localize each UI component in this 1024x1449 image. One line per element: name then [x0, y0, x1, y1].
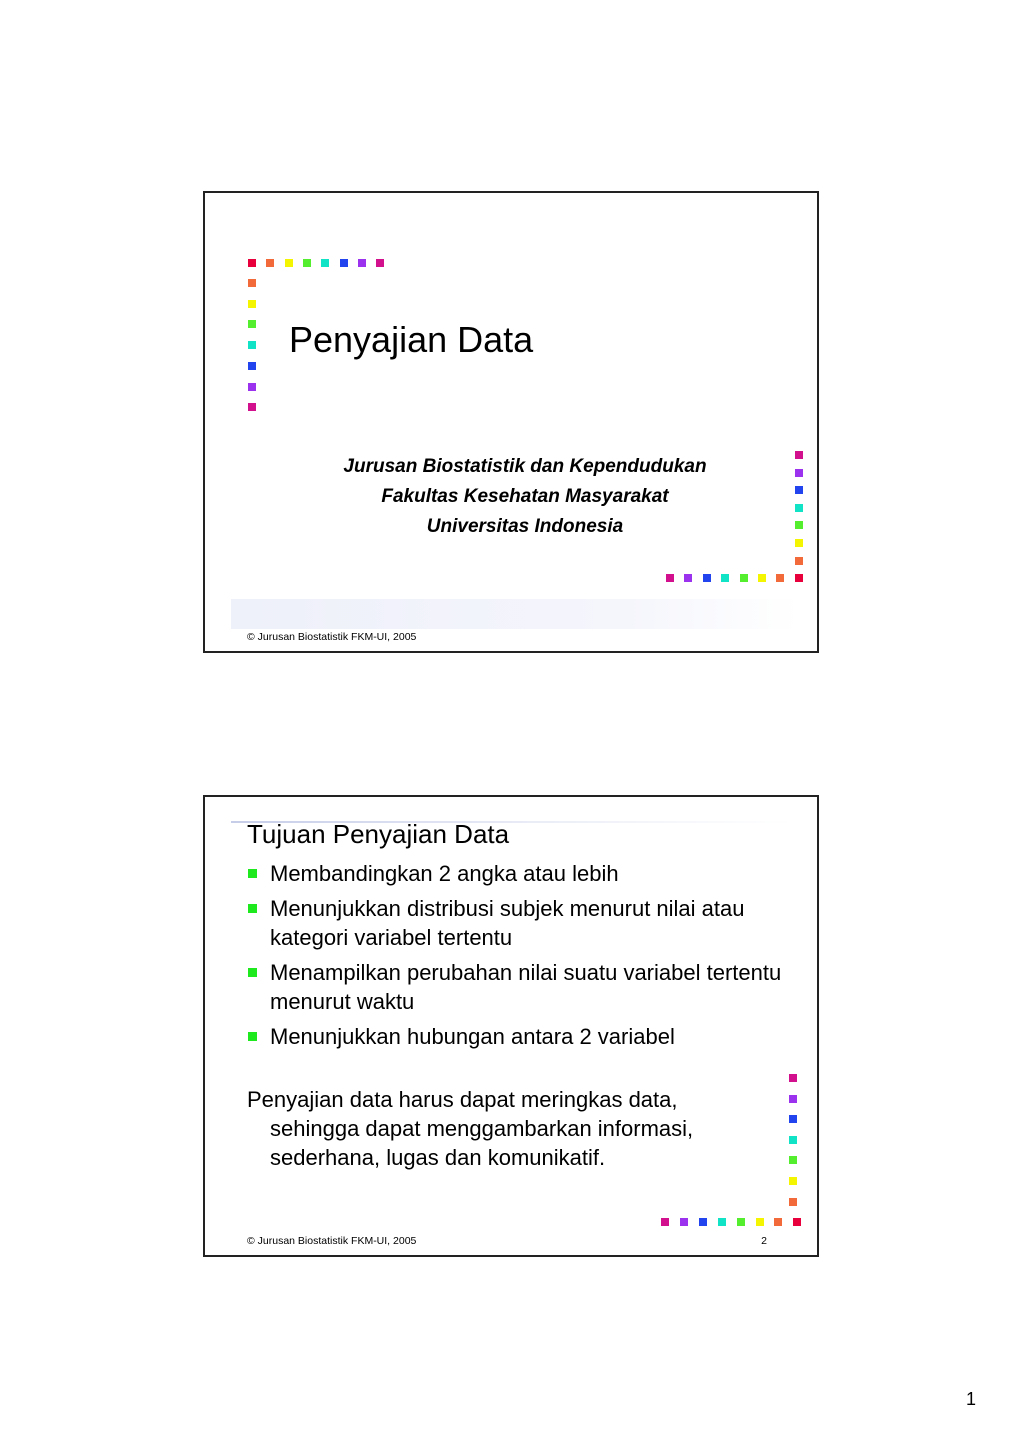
subtitle-line: Jurusan Biostatistik dan Kependudukan — [343, 456, 707, 477]
color-square — [789, 1198, 797, 1206]
list-item-text: Membandingkan 2 angka atau lebih — [270, 861, 619, 886]
color-square — [793, 1218, 801, 1226]
square-bullet-icon — [248, 1032, 257, 1041]
color-square — [795, 574, 803, 582]
slide-footer: © Jurusan Biostatistik FKM-UI, 2005 — [247, 1235, 417, 1247]
color-square — [789, 1177, 797, 1185]
list-item-text: Menunjukkan hubungan antara 2 variabel — [270, 1024, 675, 1049]
color-square — [703, 574, 711, 582]
color-square — [248, 279, 256, 287]
color-square — [756, 1218, 764, 1226]
color-square — [248, 300, 256, 308]
color-square — [376, 259, 384, 267]
color-square — [680, 1218, 688, 1226]
slide-title: Penyajian Data — [289, 319, 534, 360]
color-square — [248, 403, 256, 411]
footer-band — [231, 599, 799, 629]
color-square — [248, 320, 256, 328]
subtitle — [205, 452, 819, 542]
color-square — [285, 259, 293, 267]
list-item — [247, 859, 787, 888]
color-square — [776, 574, 784, 582]
color-square — [248, 362, 256, 370]
color-square — [684, 574, 692, 582]
color-square — [340, 259, 348, 267]
color-square — [266, 259, 274, 267]
color-square — [248, 259, 256, 267]
color-square — [699, 1218, 707, 1226]
subtitle-line: Universitas Indonesia — [426, 516, 624, 537]
slide-page-number: 2 — [761, 1235, 767, 1247]
list-item — [247, 958, 787, 1016]
color-square — [661, 1218, 669, 1226]
list-item — [247, 894, 787, 952]
slide-footer: © Jurusan Biostatistik FKM-UI, 2005 — [247, 631, 417, 643]
color-square — [666, 574, 674, 582]
color-square — [774, 1218, 782, 1226]
color-square — [789, 1136, 797, 1144]
list-item-text: Menampilkan perubahan nilai suatu variabel tertentu menurut waktu — [270, 960, 782, 1014]
summary-paragraph: Penyajian data harus dapat meringkas data, sehingga dapat menggambarkan informasi, sederhana, lugas dan komunikatif. — [247, 1087, 694, 1170]
color-square — [303, 259, 311, 267]
list-item — [247, 1022, 787, 1051]
color-square — [740, 574, 748, 582]
color-square — [721, 574, 729, 582]
square-bullet-icon — [248, 968, 257, 977]
color-square — [737, 1218, 745, 1226]
color-square — [795, 557, 803, 565]
square-bullet-icon — [248, 904, 257, 913]
color-square — [789, 1156, 797, 1164]
sheet-page-number: 1 — [965, 1389, 976, 1409]
square-bullet-icon — [248, 869, 257, 878]
color-square — [718, 1218, 726, 1226]
subtitle-line: Fakultas Kesehatan Masyarakat — [381, 486, 669, 507]
color-square — [248, 341, 256, 349]
slide-2 — [203, 795, 819, 1257]
color-square — [789, 1074, 797, 1082]
color-square — [789, 1115, 797, 1123]
slide-title: Tujuan Penyajian Data — [247, 819, 510, 849]
bullet-list — [247, 859, 787, 1057]
color-square — [321, 259, 329, 267]
color-square — [358, 259, 366, 267]
slide-1 — [203, 191, 819, 653]
list-item-text: Menunjukkan distribusi subjek menurut nilai atau kategori variabel tertentu — [270, 896, 745, 950]
color-square — [758, 574, 766, 582]
color-square — [248, 383, 256, 391]
color-square — [789, 1095, 797, 1103]
